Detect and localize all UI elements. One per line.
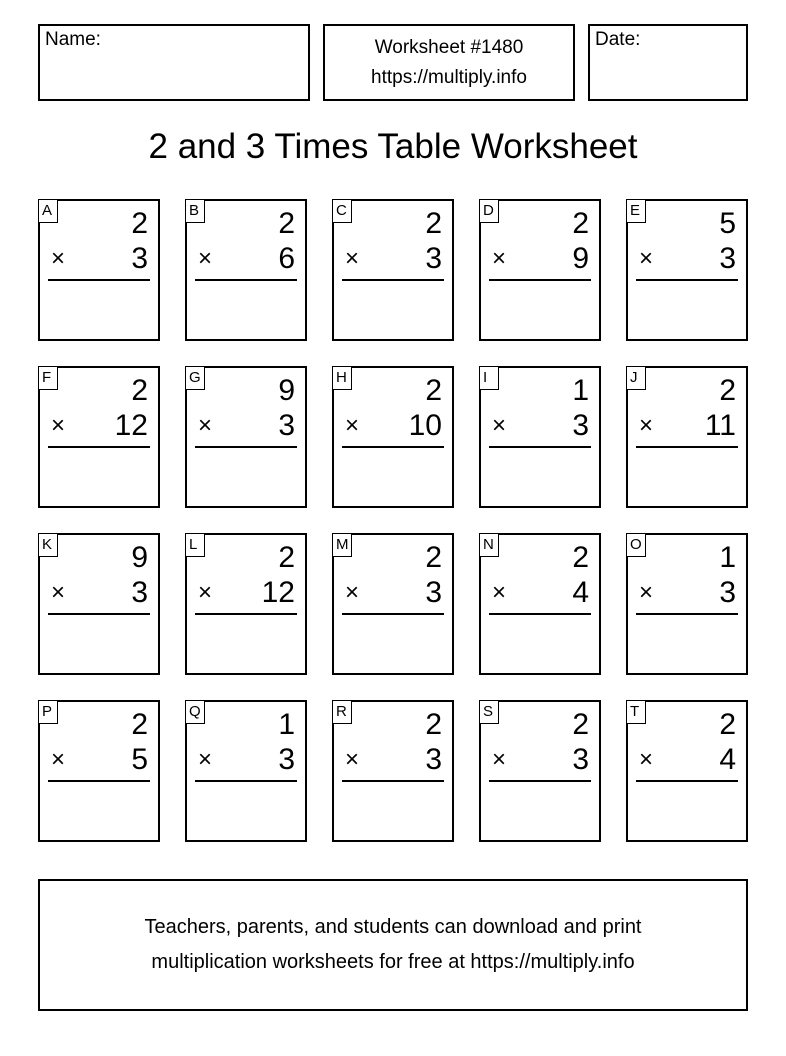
answer-rule xyxy=(342,780,444,782)
answer-rule xyxy=(342,613,444,615)
multiplier: 3 xyxy=(719,576,736,609)
problem-label: O xyxy=(626,533,646,557)
multiplicand: 2 xyxy=(425,207,442,240)
problem-label: T xyxy=(626,700,646,724)
answer-rule xyxy=(48,279,150,281)
multiplier: 5 xyxy=(131,743,148,776)
problem-card[interactable] xyxy=(479,366,601,508)
problem-card[interactable] xyxy=(479,700,601,842)
times-sign: × xyxy=(51,579,66,606)
times-sign: × xyxy=(639,245,654,272)
times-sign: × xyxy=(492,746,507,773)
times-sign: × xyxy=(198,579,213,606)
problem-label: Q xyxy=(185,700,205,724)
multiplier: 3 xyxy=(719,242,736,275)
answer-rule xyxy=(636,780,738,782)
multiplier: 3 xyxy=(278,409,295,442)
problem-label: S xyxy=(479,700,499,724)
problem-label: J xyxy=(626,366,646,390)
problem-card[interactable] xyxy=(185,700,307,842)
problem-label: H xyxy=(332,366,352,390)
multiplier: 3 xyxy=(425,576,442,609)
multiplicand: 2 xyxy=(425,541,442,574)
times-sign: × xyxy=(51,412,66,439)
problem-card[interactable] xyxy=(479,533,601,675)
multiplicand: 9 xyxy=(278,374,295,407)
worksheet-number: Worksheet #1480 xyxy=(374,37,524,58)
times-sign: × xyxy=(198,245,213,272)
answer-rule xyxy=(48,613,150,615)
problem-label: P xyxy=(38,700,58,724)
answer-rule xyxy=(489,446,591,448)
multiplicand: 2 xyxy=(278,541,295,574)
multiplicand: 2 xyxy=(131,374,148,407)
multiplier: 3 xyxy=(131,242,148,275)
problem-card[interactable] xyxy=(626,533,748,675)
problem-card[interactable] xyxy=(38,533,160,675)
answer-rule xyxy=(636,446,738,448)
problem-card[interactable] xyxy=(626,700,748,842)
problem-card[interactable] xyxy=(332,533,454,675)
answer-rule xyxy=(636,279,738,281)
multiplicand: 2 xyxy=(131,708,148,741)
answer-rule xyxy=(195,446,297,448)
multiplicand: 2 xyxy=(572,708,589,741)
answer-rule xyxy=(489,613,591,615)
problem-card[interactable] xyxy=(38,199,160,341)
times-sign: × xyxy=(198,746,213,773)
multiplicand: 2 xyxy=(425,374,442,407)
problem-card[interactable] xyxy=(185,366,307,508)
multiplier: 12 xyxy=(114,409,148,442)
worksheet-url: https://multiply.info xyxy=(371,67,527,88)
multiplicand: 1 xyxy=(278,708,295,741)
problem-card[interactable] xyxy=(479,199,601,341)
multiplicand: 1 xyxy=(572,374,589,407)
problem-label: L xyxy=(185,533,205,557)
multiplicand: 2 xyxy=(572,207,589,240)
footer-box xyxy=(38,879,748,1011)
footer-line-2: multiplication worksheets for free at https://multiply.info xyxy=(151,951,635,973)
multiplicand: 2 xyxy=(719,374,736,407)
times-sign: × xyxy=(345,245,360,272)
multiplicand: 1 xyxy=(719,541,736,574)
multiplier: 3 xyxy=(278,743,295,776)
multiplicand: 2 xyxy=(278,207,295,240)
problem-label: C xyxy=(332,199,352,223)
answer-rule xyxy=(195,780,297,782)
times-sign: × xyxy=(639,579,654,606)
answer-rule xyxy=(342,446,444,448)
times-sign: × xyxy=(345,412,360,439)
problem-card[interactable] xyxy=(38,700,160,842)
times-sign: × xyxy=(345,746,360,773)
multiplicand: 9 xyxy=(131,541,148,574)
multiplicand: 2 xyxy=(719,708,736,741)
problem-label: M xyxy=(332,533,352,557)
problem-card[interactable] xyxy=(626,199,748,341)
multiplicand: 2 xyxy=(131,207,148,240)
multiplicand: 2 xyxy=(425,708,442,741)
multiplier: 9 xyxy=(572,242,589,275)
answer-rule xyxy=(195,613,297,615)
date-field[interactable] xyxy=(588,24,748,101)
times-sign: × xyxy=(639,746,654,773)
problem-label: I xyxy=(479,366,499,390)
times-sign: × xyxy=(492,245,507,272)
problem-card[interactable] xyxy=(185,199,307,341)
worksheet-info-box xyxy=(323,24,575,101)
name-field[interactable] xyxy=(38,24,310,101)
multiplier: 11 xyxy=(704,409,736,442)
answer-rule xyxy=(48,780,150,782)
problem-label: D xyxy=(479,199,499,223)
problem-label: B xyxy=(185,199,205,223)
footer-line-1: Teachers, parents, and students can download and print xyxy=(144,916,642,938)
multiplier: 3 xyxy=(131,576,148,609)
answer-rule xyxy=(636,613,738,615)
multiplier: 10 xyxy=(408,409,442,442)
multiplier: 4 xyxy=(719,743,736,776)
name-label: Name: xyxy=(45,29,101,50)
problem-card[interactable] xyxy=(332,366,454,508)
answer-rule xyxy=(489,279,591,281)
problem-card[interactable] xyxy=(626,366,748,508)
times-sign: × xyxy=(51,746,66,773)
times-sign: × xyxy=(198,412,213,439)
problem-label: N xyxy=(479,533,499,557)
times-sign: × xyxy=(492,579,507,606)
problem-label: R xyxy=(332,700,352,724)
problem-label: G xyxy=(185,366,205,390)
answer-rule xyxy=(489,780,591,782)
multiplicand: 2 xyxy=(572,541,589,574)
page-title: 2 and 3 Times Table Worksheet xyxy=(148,127,638,166)
problem-card[interactable] xyxy=(38,366,160,508)
problem-card[interactable] xyxy=(185,533,307,675)
problem-card[interactable] xyxy=(332,700,454,842)
times-sign: × xyxy=(345,579,360,606)
problem-label: F xyxy=(38,366,58,390)
answer-rule xyxy=(342,279,444,281)
multiplier: 3 xyxy=(572,743,589,776)
multiplier: 3 xyxy=(425,743,442,776)
multiplier: 3 xyxy=(572,409,589,442)
answer-rule xyxy=(48,446,150,448)
date-label: Date: xyxy=(595,29,641,50)
problem-label: K xyxy=(38,533,58,557)
multiplicand: 5 xyxy=(719,207,736,240)
multiplier: 6 xyxy=(278,242,295,275)
problem-label: A xyxy=(38,199,58,223)
answer-rule xyxy=(195,279,297,281)
times-sign: × xyxy=(639,412,654,439)
problem-card[interactable] xyxy=(332,199,454,341)
times-sign: × xyxy=(51,245,66,272)
problem-label: E xyxy=(626,199,646,223)
multiplier: 3 xyxy=(425,242,442,275)
multiplier: 4 xyxy=(572,576,589,609)
multiplier: 12 xyxy=(261,576,295,609)
times-sign: × xyxy=(492,412,507,439)
